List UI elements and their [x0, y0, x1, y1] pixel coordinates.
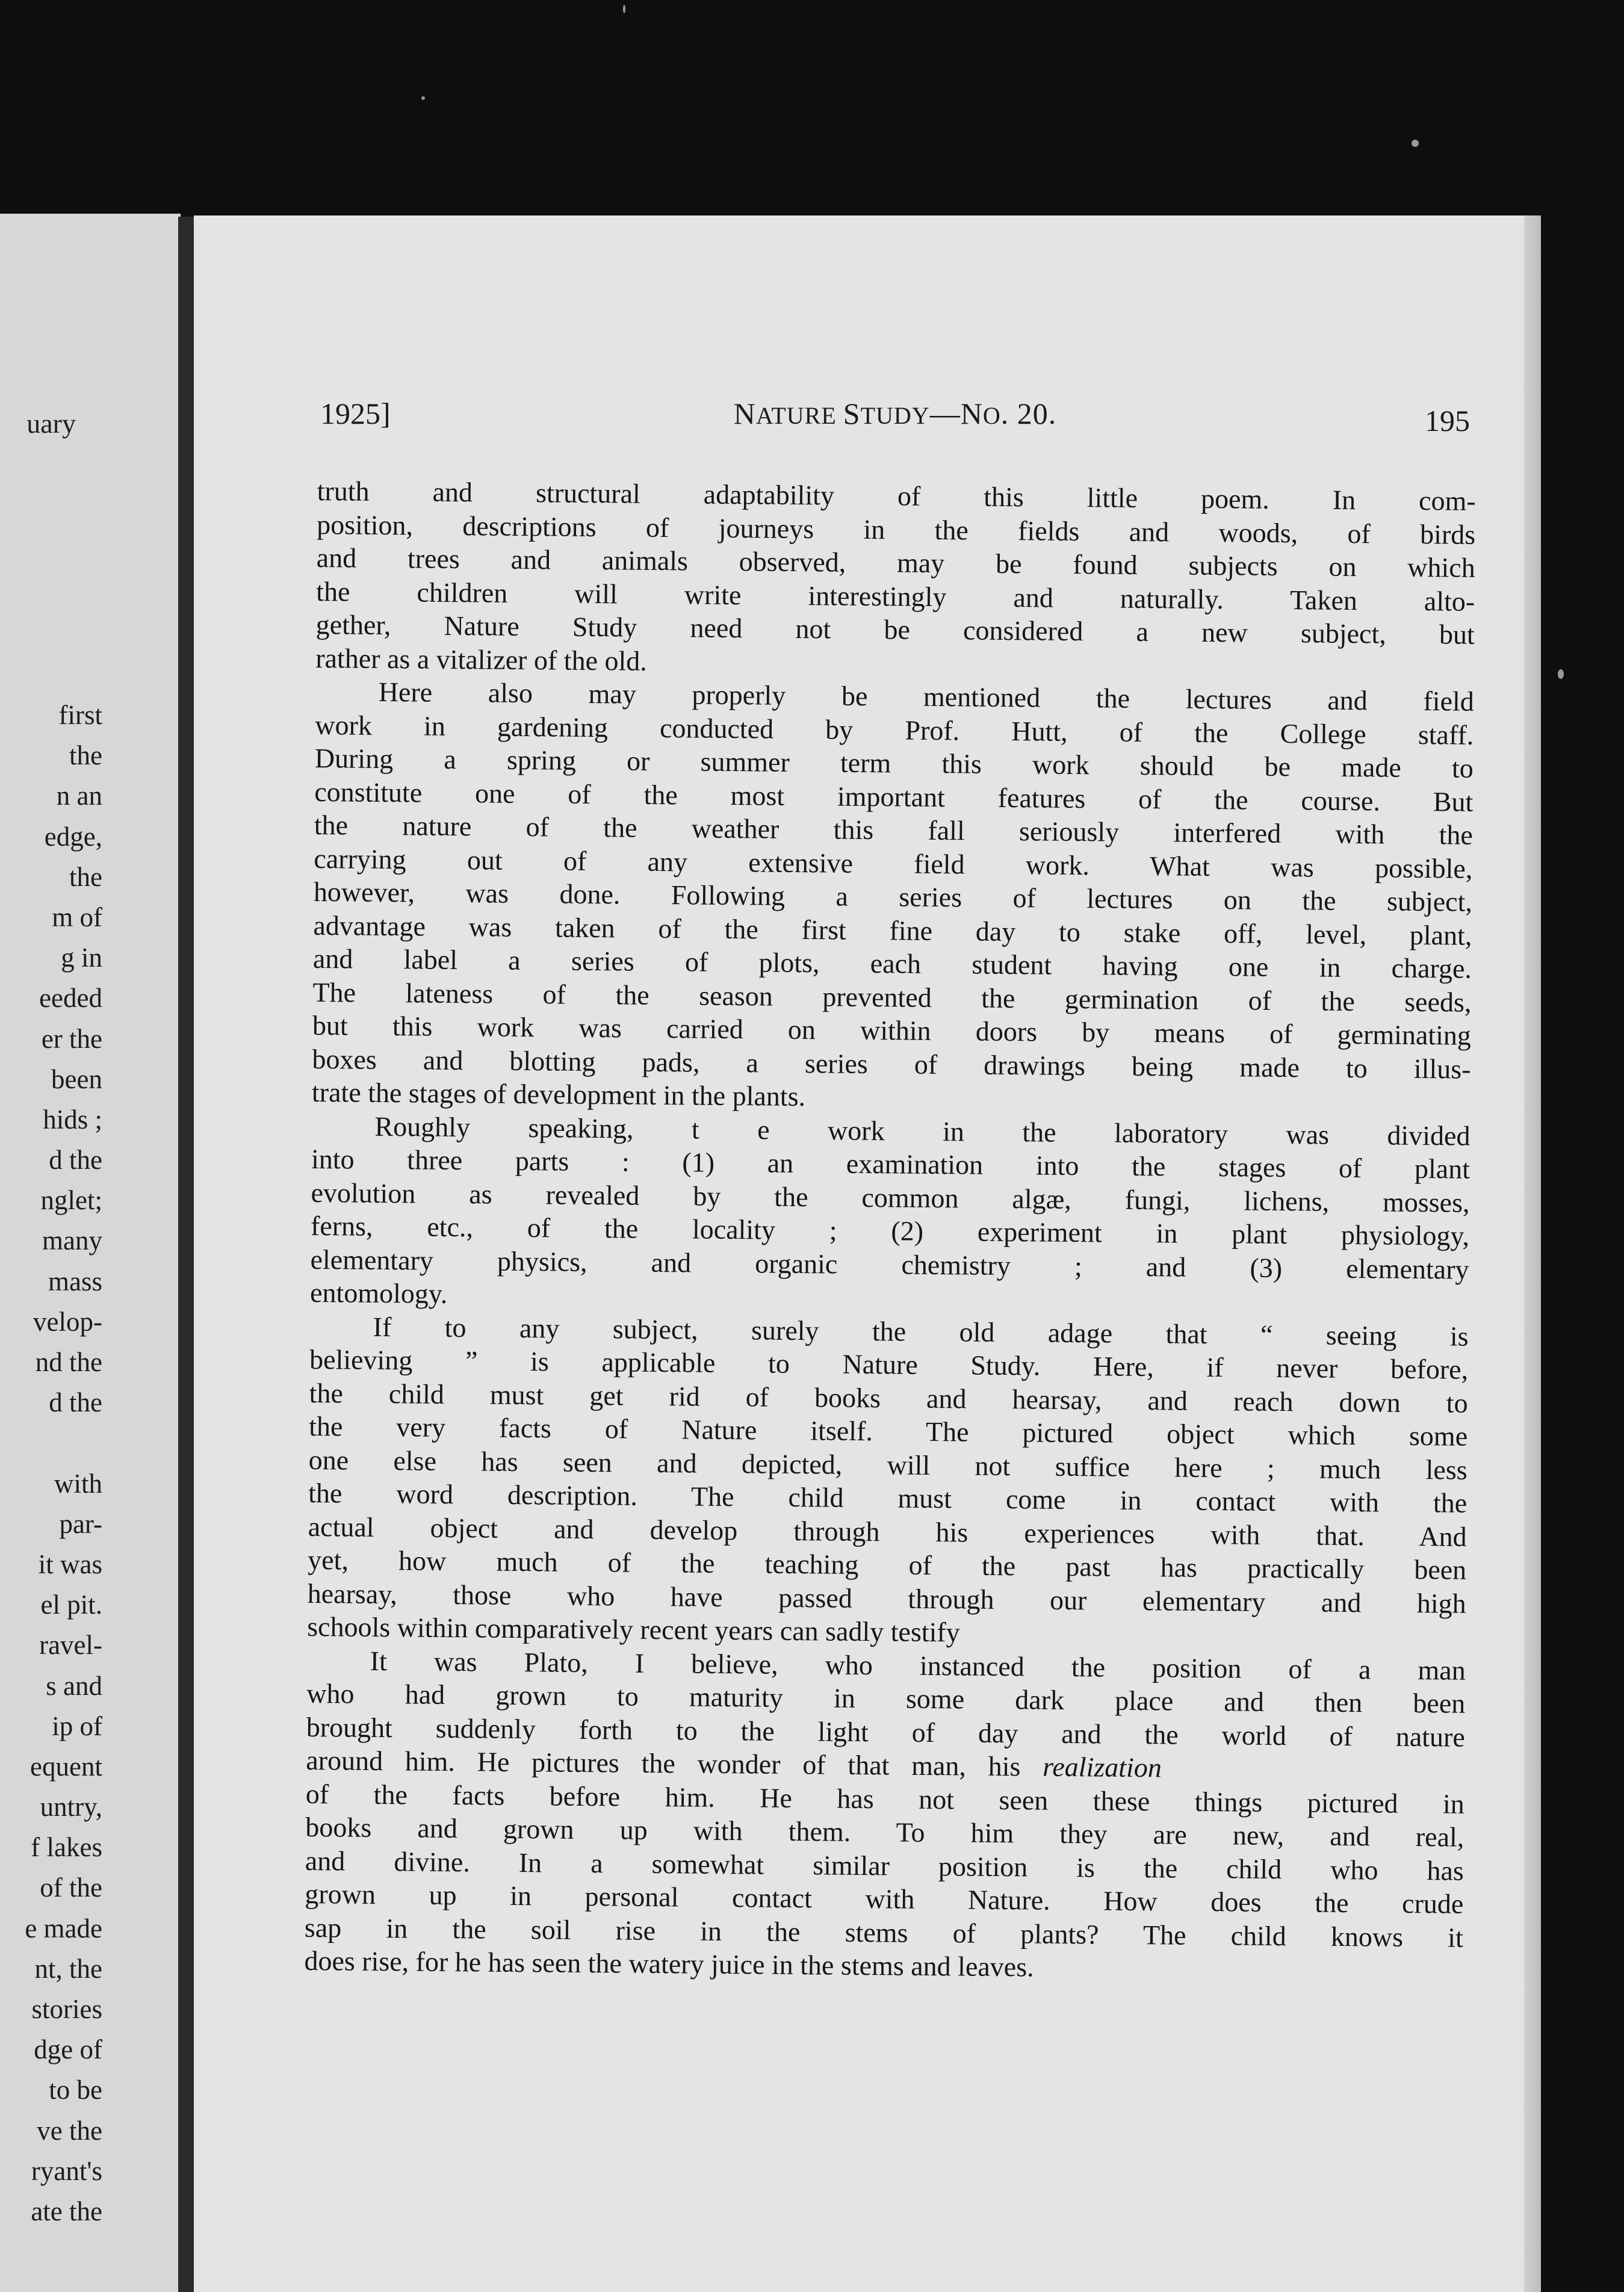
- previous-page-line: equent: [30, 1751, 102, 1782]
- previous-page-line: hids ;: [43, 1104, 102, 1135]
- previous-page-line: er the: [41, 1023, 102, 1054]
- previous-page-line: of the: [40, 1872, 102, 1903]
- page-edge: [1524, 215, 1541, 2292]
- running-header: [320, 396, 1470, 444]
- previous-page-line: first: [58, 700, 102, 730]
- text-line: believing ” is applicable to Nature Study. Here, if never before,: [309, 1343, 1469, 1385]
- previous-page-line: stories: [31, 1994, 102, 2024]
- book-gutter: [178, 217, 194, 2292]
- previous-page-line: the: [69, 861, 102, 892]
- header-year: 1925]: [320, 397, 391, 430]
- paragraph: [310, 1109, 1471, 1319]
- text-line: and divine. In a somewhat similar position is the child who has: [305, 1845, 1464, 1886]
- text-line: gether, Nature Study need not be considered a new subject, but: [315, 609, 1475, 650]
- text-line: elementary physics, and organic chemistry ; and (3) elementary: [310, 1244, 1469, 1285]
- text-line: into three parts : (1) an examination into the stages of plant: [311, 1143, 1471, 1185]
- text-line: the child must get rid of books and hearsay, and reach down to: [309, 1377, 1468, 1419]
- paragraph: [307, 1309, 1469, 1653]
- previous-page-line: n an: [56, 781, 102, 811]
- previous-page-line: dge of: [34, 2034, 102, 2065]
- text-line: actual object and develop through his experiences with that. And: [308, 1511, 1467, 1552]
- text-line: the nature of the weather this fall seriously interfered with the: [314, 809, 1474, 850]
- text-line: sap in the soil rise in the stems of plants? The child knows it: [304, 1912, 1464, 1953]
- previous-page-line: velop-: [33, 1306, 102, 1337]
- text-line: who had grown to maturity in some dark place and then been: [306, 1677, 1466, 1719]
- previous-page-line: with: [54, 1468, 102, 1499]
- text-line: the children will write interestingly and naturally. Taken alto-: [316, 575, 1475, 617]
- previous-page-line: f lakes: [31, 1832, 102, 1863]
- previous-page-line: to be: [49, 2075, 102, 2105]
- dust-speck: [1412, 140, 1419, 147]
- text-line: schools within comparatively recent years can sadly testify: [307, 1611, 960, 1648]
- previous-page-line: m of: [52, 902, 102, 932]
- text-line: evolution as revealed by the common algæ, fungi, lichens, mosses,: [311, 1177, 1470, 1218]
- italic-word: realization: [1042, 1751, 1162, 1783]
- previous-page-line: nd the: [35, 1347, 102, 1377]
- previous-page-line: eeded: [39, 983, 102, 1014]
- previous-page-line: par-: [59, 1508, 102, 1539]
- previous-page-line: s and: [46, 1670, 102, 1701]
- previous-page-line: mass: [48, 1266, 102, 1296]
- previous-page-line: untry,: [40, 1792, 102, 1823]
- text-line: Roughly speaking, t e work in the laboratory was divided: [374, 1110, 1471, 1151]
- previous-page-line: g in: [61, 943, 102, 973]
- text-line: of the facts before him. He has not seen these things pictured in: [305, 1778, 1465, 1820]
- previous-page-line: ve the: [37, 2115, 102, 2146]
- text-line: Here also may properly be mentioned the lectures and field: [378, 676, 1475, 717]
- previous-page-line: [25, 1423, 102, 1463]
- dust-speck: [623, 5, 625, 13]
- previous-page-line: many: [42, 1225, 102, 1256]
- previous-page-line: nt, the: [34, 1953, 102, 1984]
- text-line: however, was done. Following a series of lectures on the subject,: [313, 876, 1473, 917]
- text-line: yet, how much of the teaching of the past has practically been: [308, 1544, 1467, 1585]
- text-line: but this work was carried on within doors by means of germinating: [312, 1009, 1472, 1051]
- paragraph: [312, 675, 1474, 1119]
- page-number: 195: [1425, 404, 1470, 438]
- text-line: boxes and blotting pads, a series of drawings being made to illus-: [312, 1043, 1471, 1085]
- dust-speck: [1558, 669, 1564, 679]
- previous-page-line: ip of: [52, 1711, 102, 1741]
- previous-page-line: ravel-: [39, 1630, 102, 1661]
- paragraph: [304, 1643, 1466, 1987]
- previous-page-line: edge,: [44, 821, 102, 852]
- page: [194, 215, 1541, 2292]
- previous-page-line: e made: [25, 1913, 102, 1944]
- previous-page-line: d the: [49, 1145, 102, 1175]
- text-line: entomology.: [309, 1277, 448, 1309]
- text-line: position, descriptions of journeys in the fields and woods, of birds: [317, 509, 1476, 550]
- text-line: work in gardening conducted by Prof. Hutt, of the College staff.: [315, 709, 1474, 751]
- text-line: rather as a vitalizer of the old.: [315, 642, 648, 677]
- previous-page-line: the: [69, 740, 102, 771]
- previous-page-line: nglet;: [40, 1185, 102, 1216]
- text-segment: around him. He pictures the wonder of that man, his: [306, 1744, 1021, 1782]
- text-line: brought suddenly forth to the light of day and the world of nature: [306, 1711, 1465, 1753]
- previous-page-line: ryant's: [31, 2155, 102, 2186]
- text-line: hearsay, those who have passed through our elementary and high: [307, 1578, 1466, 1619]
- text-line: the very facts of Nature itself. The pictured object which some: [308, 1410, 1468, 1452]
- previous-page-line: el pit.: [40, 1590, 102, 1620]
- previous-page: [0, 214, 181, 2292]
- header-title: NATURE STUDY—NO. 20.: [733, 397, 1057, 430]
- text-line: grown up in personal contact with Nature. How does the crude: [305, 1878, 1464, 1919]
- text-line: the word description. The child must come in contact with the: [308, 1477, 1467, 1519]
- text-line: and label a series of plots, each student having one in charge.: [312, 943, 1472, 984]
- text-line: one else has seen and depicted, will not suffice here ; much less: [308, 1444, 1467, 1485]
- text-line: If to any subject, surely the old adage that “ seeing is: [373, 1311, 1469, 1352]
- previous-page-line: it was: [38, 1549, 102, 1579]
- previous-page-line: been: [51, 1064, 102, 1094]
- paragraph: [315, 474, 1476, 685]
- text-line: books and grown up with them. To him they are new, and real,: [305, 1811, 1464, 1853]
- text-line: It was Plato, I believe, who instanced the position of a man: [370, 1645, 1466, 1686]
- text-line: ferns, etc., of the locality ; (2) experiment in plant physiology,: [310, 1210, 1470, 1251]
- text-line: does rise, for he has seen the watery juice in the stems and leaves.: [304, 1945, 1034, 1983]
- text-line: The lateness of the season prevented the germination of the seeds,: [312, 976, 1472, 1018]
- text-line: carrying out of any extensive field work. What was possible,: [314, 843, 1473, 884]
- text-line: truth and structural adaptability of this little poem. In com-: [317, 475, 1476, 516]
- text-line: constitute one of the most important features of the course. But: [314, 776, 1474, 817]
- text-line: advantage was taken of the first fine day to stake off, level, plant,: [313, 909, 1472, 951]
- text-line: and trees and animals observed, may be found subjects on which: [316, 542, 1475, 583]
- text-line: trate the stages of development in the plants.: [311, 1076, 806, 1112]
- previous-page-text: [25, 695, 102, 2232]
- previous-page-header: uary: [26, 408, 76, 439]
- dust-speck: [421, 96, 425, 100]
- previous-page-line: ate the: [31, 2196, 102, 2226]
- text-line: During a spring or summer term this work should be made to: [314, 742, 1474, 784]
- previous-page-line: d the: [49, 1387, 102, 1418]
- body-text: [304, 474, 1476, 1987]
